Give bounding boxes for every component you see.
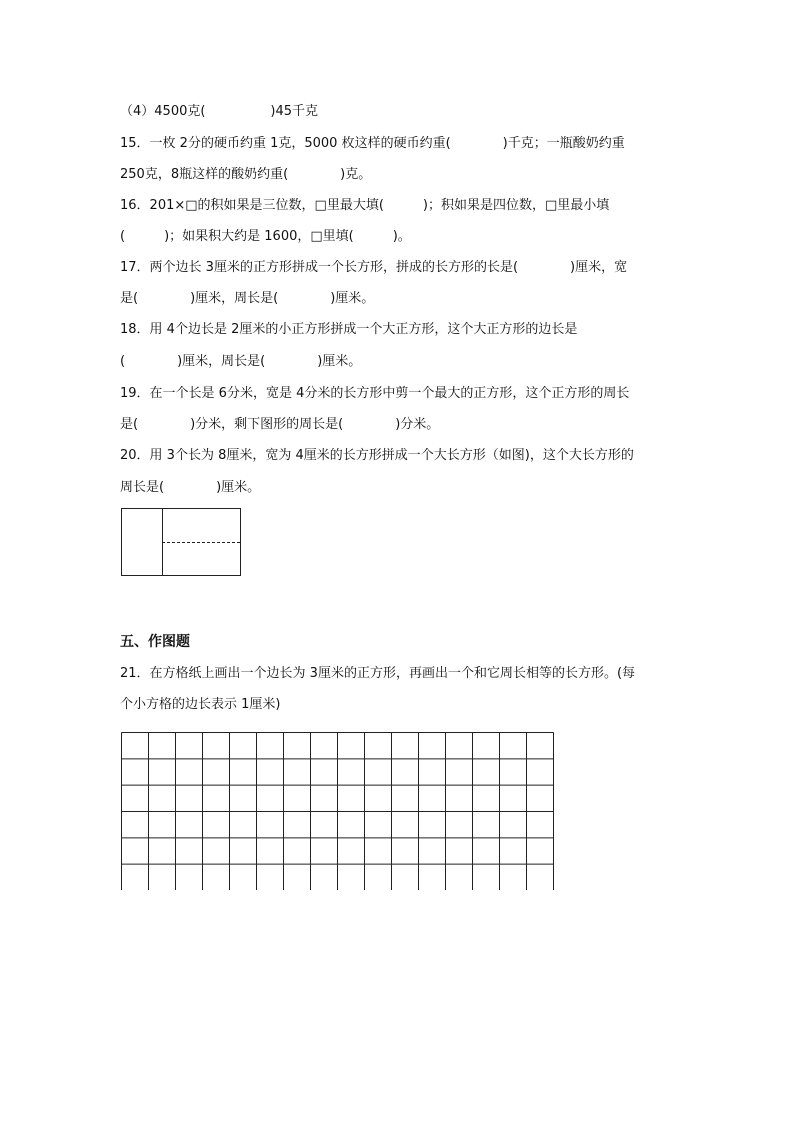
question-16-line-2: ( )；如果积大约是 1600，□里填( )。 [120, 229, 411, 244]
question-15-line-1: 15．一枚 2分的硬币约重 1克，5000 枚这样的硬币约重( )千克；一瓶酸奶约重 [120, 136, 625, 151]
question-16-line-1: 16．201×□的积如果是三位数，□里最大填( )；积如果是四位数，□里最小填 [120, 198, 610, 213]
question-14-part-4: （4）4500克( )45千克 [120, 104, 319, 119]
question-18-line-2: ( )厘米，周长是( )厘米。 [120, 354, 362, 369]
question-19-line-1: 19．在一个长是 6分米，宽是 4分米的长方形中剪一个最大的正方形，这个正方形的周长 [120, 386, 630, 401]
figure-dashed-divider [162, 542, 240, 543]
question-20-line-2: 周长是( )厘米。 [120, 480, 261, 495]
question-15-line-2: 250克，8瓶这样的酸奶约重( )克。 [120, 167, 372, 182]
grid-paper [121, 732, 555, 890]
question-18-line-1: 18．用 4个边长是 2厘米的小正方形拼成一个大正方形，这个大正方形的边长是 [120, 322, 578, 337]
section-5-heading: 五、作图题 [120, 634, 190, 650]
question-17-line-2: 是( )厘米，周长是( )厘米。 [120, 291, 375, 306]
question-19-line-2: 是( )分米，剩下图形的周长是( )分米。 [120, 417, 440, 432]
rectangle-composite-figure [121, 508, 241, 576]
question-20-line-1: 20．用 3个长为 8厘米，宽为 4厘米的长方形拼成一个大长方形（如图)，这个大长方形的 [120, 448, 634, 463]
question-17-line-1: 17．两个边长 3厘米的正方形拼成一个长方形，拼成的长方形的长是( )厘米，宽 [120, 260, 628, 275]
question-21-line-2: 个小方格的边长表示 1厘米) [120, 697, 281, 712]
grid-paper-svg [121, 732, 555, 890]
question-21-line-1: 21．在方格纸上画出一个边长为 3厘米的正方形，再画出一个和它周长相等的长方形。(每 [120, 666, 636, 681]
